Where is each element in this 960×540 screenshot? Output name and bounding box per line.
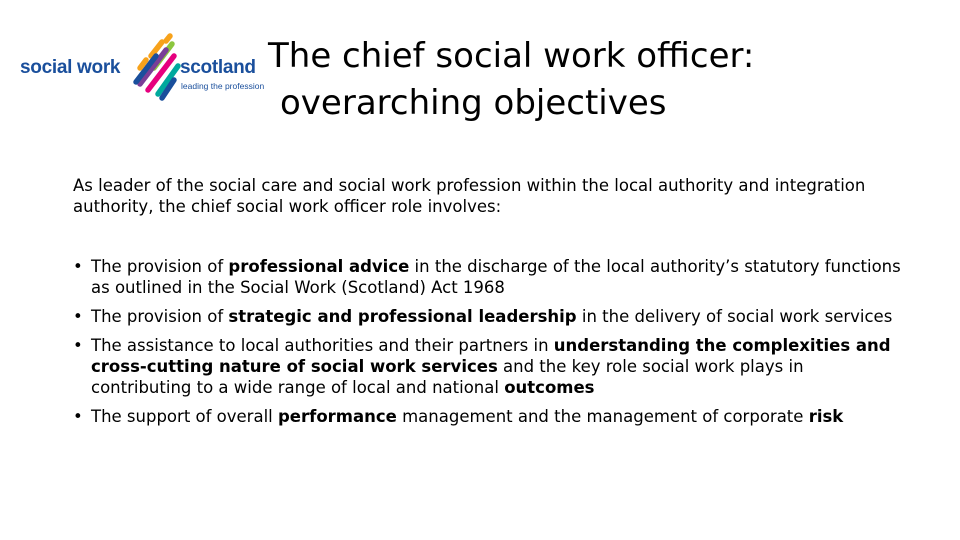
bullet-text-before: The support of overall bbox=[91, 407, 278, 426]
social-work-scotland-logo bbox=[18, 30, 263, 108]
bullet-icon: • bbox=[73, 407, 83, 426]
slide-title-line-1: The chief social work officer: bbox=[268, 36, 755, 76]
bullet-icon: • bbox=[73, 257, 83, 276]
bullet-text-after: in the delivery of social work services bbox=[576, 307, 893, 326]
list-item bbox=[73, 406, 903, 427]
logo-stripes-icon bbox=[126, 30, 182, 106]
bullet-icon: • bbox=[73, 336, 83, 355]
list-item bbox=[73, 256, 903, 298]
intro-paragraph: As leader of the social care and social work profession within the local authority and integration authority, the chief social work officer role involves: bbox=[73, 176, 866, 216]
list-item bbox=[73, 335, 903, 398]
slide-title bbox=[268, 33, 828, 127]
objectives-list bbox=[73, 256, 903, 435]
list-item bbox=[73, 306, 903, 327]
bullet-text-bold: strategic and professional leadership bbox=[228, 307, 577, 326]
bullet-text-bold: performance bbox=[278, 407, 397, 426]
bullet-text-before: The provision of bbox=[91, 307, 229, 326]
logo-tagline: leading the profession bbox=[181, 81, 265, 91]
bullet-icon: • bbox=[73, 307, 83, 326]
bullet-text-after: and the key role social work plays in contributing to a wide range of local and national bbox=[91, 357, 804, 397]
bullet-text-before: The assistance to local authorities and their partners in bbox=[91, 336, 554, 355]
bullet-text-after: management and the management of corporate bbox=[396, 407, 809, 426]
bullet-text-before: The provision of bbox=[91, 257, 229, 276]
bullet-text-bold-2: outcomes bbox=[504, 378, 595, 397]
slide-title-line-2: overarching objectives bbox=[280, 83, 667, 123]
bullet-text-bold: professional advice bbox=[228, 257, 410, 276]
logo-text-social-work: social work bbox=[20, 57, 121, 78]
bullet-text-bold: understanding the complexities and cross-cutting nature of social work services bbox=[91, 336, 891, 376]
logo-text-scotland: scotland bbox=[180, 57, 256, 78]
bullet-text-after: in the discharge of the local authority’s statutory functions as outlined in the Social Work (Scotland) Act 1968 bbox=[91, 257, 901, 297]
bullet-text-bold-2: risk bbox=[808, 407, 844, 426]
